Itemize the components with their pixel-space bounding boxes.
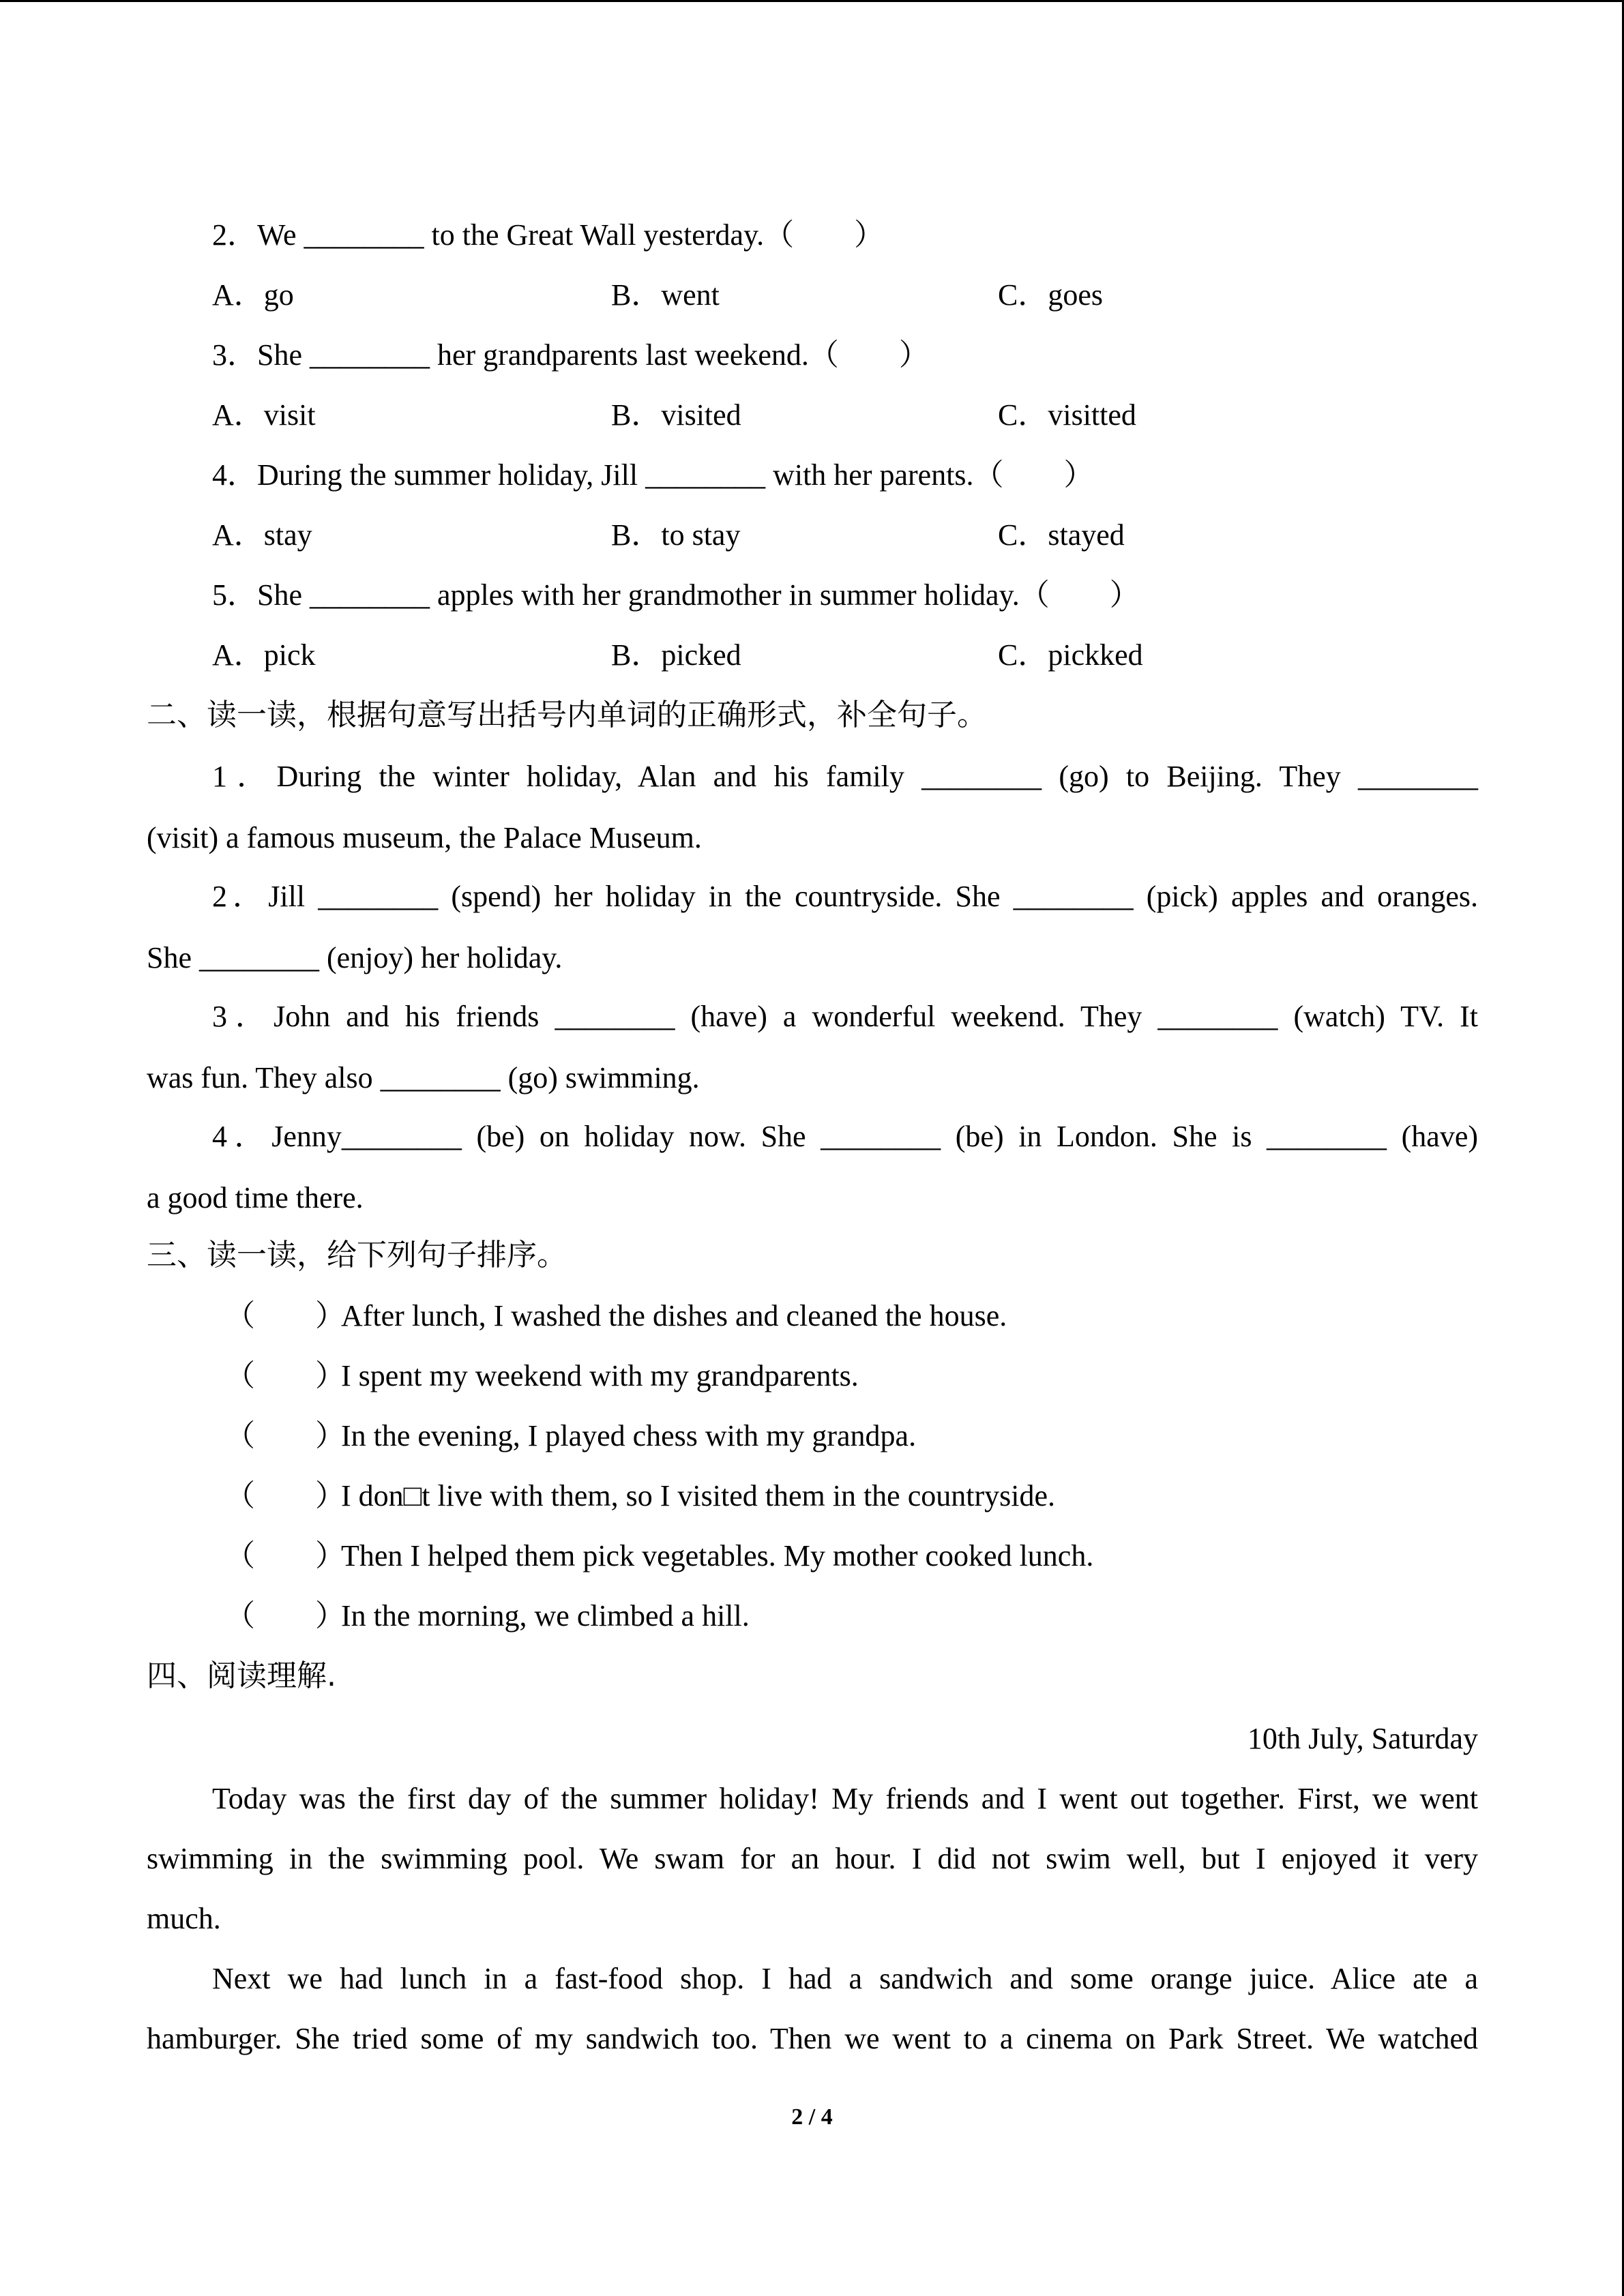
order-sentence-6: In the morning, we climbed a hill.	[341, 1599, 750, 1632]
order-blank-2: （ ）	[225, 1359, 345, 1392]
order-sentence-3: In the evening, I played chess with my grandpa.	[341, 1419, 917, 1452]
question-2-option-c: C．goes	[998, 278, 1103, 312]
question-4-stem: 4．During the summer holiday, Jill ________ with her parents.（ ）	[212, 458, 1094, 492]
question-5-stem: 5．She ________ apples with her grandmother in summer holiday.（ ）	[212, 578, 1140, 612]
passage-paragraph-1-line-2: swimming in the swimming pool. We swam for an hour. I did not swim well, but I enjoyed it very	[147, 1842, 1478, 1875]
order-blank-1: （ ）	[225, 1299, 345, 1332]
passage-paragraph-1-line-3: much.	[147, 1902, 221, 1935]
section-4-heading: 四、阅读理解.	[147, 1658, 336, 1693]
question-4-option-b: B．to stay	[611, 518, 741, 552]
page-number: 2 / 4	[791, 2104, 833, 2130]
order-sentence-5: Then I helped them pick vegetables. My mother cooked lunch.	[341, 1539, 1094, 1572]
question-3-stem: 3．She ________ her grandparents last weekend.（ ）	[212, 338, 929, 372]
section-3-heading: 三、读一读，给下列句子排序。	[147, 1238, 567, 1272]
fill-question-4-line-1: 4．Jenny________ (be) on holiday now. She ________ (be) in London. She is ________ (have)	[212, 1120, 1478, 1153]
order-blank-6: （ ）	[225, 1599, 345, 1632]
order-sentence-1: After lunch, I washed the dishes and cleaned the house.	[341, 1299, 1007, 1332]
section-2-heading: 二、读一读，根据句意写出括号内单词的正确形式，补全句子。	[147, 698, 987, 732]
order-blank-3: （ ）	[225, 1419, 345, 1452]
fill-question-3-line-2: was fun. They also ________ (go) swimming.	[147, 1061, 700, 1094]
order-blank-4: （ ）	[225, 1479, 345, 1512]
question-5-option-a: A．pick	[212, 638, 316, 672]
fill-question-2-line-1: 2．Jill ________ (spend) her holiday in the countryside. She ________ (pick) apples and oranges.	[212, 880, 1478, 913]
passage-paragraph-2-line-2: hamburger. She tried some of my sandwich too. Then we went to a cinema on Park Street. We watched	[147, 2022, 1478, 2055]
question-5-option-c: C．pickked	[998, 638, 1143, 672]
question-5-option-b: B．picked	[611, 638, 741, 672]
order-sentence-2: I spent my weekend with my grandparents.	[341, 1359, 859, 1392]
question-3-option-c: C．visitted	[998, 398, 1136, 432]
question-4-option-c: C．stayed	[998, 518, 1125, 552]
question-2-option-b: B．went	[611, 278, 720, 312]
passage-paragraph-2-line-1: Next we had lunch in a fast-food shop. I had a sandwich and some orange juice. Alice ate a	[212, 1962, 1478, 1995]
fill-question-3-line-1: 3．John and his friends ________ (have) a wonderful weekend. They ________ (watch) TV. It	[212, 1000, 1478, 1033]
top-border	[0, 0, 1624, 2]
question-3-option-a: A．visit	[212, 398, 316, 432]
fill-question-1-line-1: 1．During the winter holiday, Alan and his family ________ (go) to Beijing. They ________	[212, 760, 1478, 793]
fill-question-2-line-2: She ________ (enjoy) her holiday.	[147, 941, 563, 974]
fill-question-4-line-2: a good time there.	[147, 1181, 364, 1214]
passage-date: 10th July, Saturday	[1247, 1722, 1478, 1755]
question-3-option-b: B．visited	[611, 398, 741, 432]
order-blank-5: （ ）	[225, 1539, 345, 1572]
question-2-option-a: A．go	[212, 278, 294, 312]
order-sentence-4: I don□t live with them, so I visited them in the countryside.	[341, 1479, 1055, 1512]
passage-paragraph-1-line-1: Today was the first day of the summer holiday! My friends and I went out together. First, we went	[212, 1782, 1478, 1815]
question-2-stem: 2．We ________ to the Great Wall yesterday.（ ）	[212, 218, 885, 252]
fill-question-1-line-2: (visit) a famous museum, the Palace Museum.	[147, 821, 702, 854]
question-4-option-a: A．stay	[212, 518, 312, 552]
